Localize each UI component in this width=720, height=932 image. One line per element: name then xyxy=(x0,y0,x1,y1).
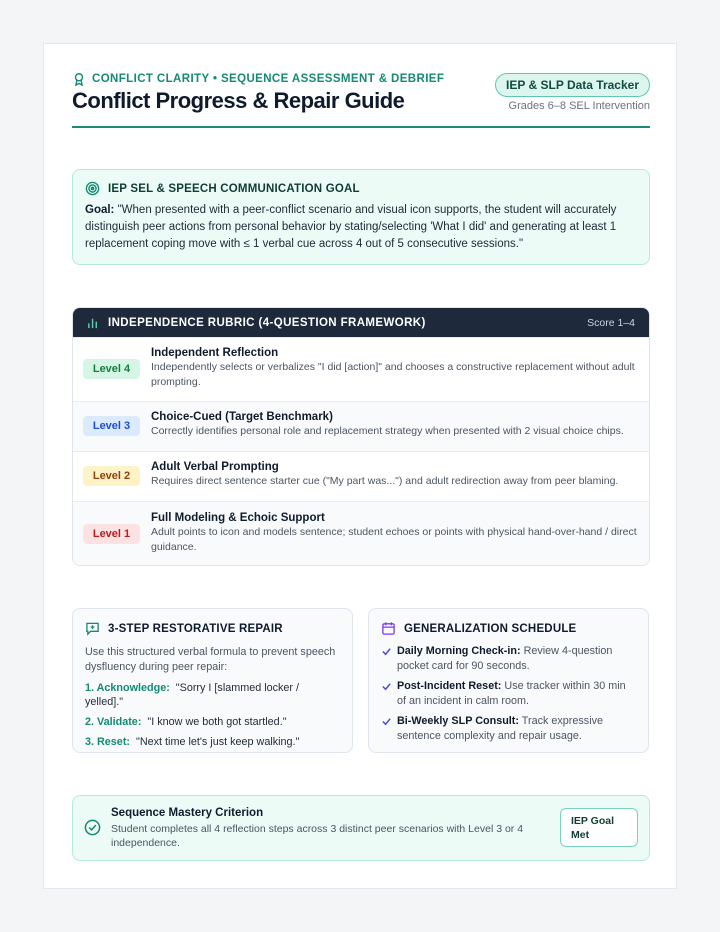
award-ribbon-icon xyxy=(72,72,86,86)
level-badge: Level 1 xyxy=(83,524,140,544)
goal-met-badge: IEP Goal Met xyxy=(560,808,638,847)
schedule-item-text: Review 4-question pocket card for 90 seconds. xyxy=(397,645,613,672)
level-badge: Level 2 xyxy=(83,466,140,486)
eyebrow xyxy=(72,72,444,86)
target-icon xyxy=(85,181,100,196)
document-page xyxy=(43,43,677,889)
page-header xyxy=(72,70,650,128)
goal-text xyxy=(85,202,637,253)
level-badge: Level 3 xyxy=(83,416,140,436)
repair-intro: Use this structured verbal formula to prevent speech dysfluency during peer repair: xyxy=(85,646,336,673)
step-text: "I know we both got startled." xyxy=(147,716,287,728)
step-text: "Next time let's just keep walking." xyxy=(136,736,300,748)
rubric-score-range: Score 1–4 xyxy=(587,316,635,329)
step-text: "Sorry I [slammed locker / yelled]." xyxy=(85,682,300,708)
rubric-row xyxy=(73,501,649,566)
eyebrow-text: CONFLICT CLARITY • SEQUENCE ASSESSMENT & DEBRIEF xyxy=(92,73,445,85)
rubric-title-text: INDEPENDENCE RUBRIC (4-QUESTION FRAMEWORK) xyxy=(108,316,426,329)
schedule-item xyxy=(381,644,636,674)
level-description: Requires direct sentence starter cue ("My part was...") and adult redirection away from peer blaming. xyxy=(151,475,619,487)
repair-step xyxy=(85,715,340,729)
rubric-header xyxy=(73,308,649,337)
generalization-schedule-card xyxy=(368,608,649,753)
level-description: Correctly identifies personal role and replacement strategy when presented with 2 visual choice chips. xyxy=(151,425,624,437)
schedule-heading-text: GENERALIZATION SCHEDULE xyxy=(404,622,577,635)
check-icon xyxy=(381,681,392,692)
mastery-text: Student completes all 4 reflection steps across 3 distinct peer scenarios with Level 3 or 4 independence. xyxy=(111,823,524,849)
mastery-title: Sequence Mastery Criterion xyxy=(111,807,264,819)
independence-rubric xyxy=(72,307,650,566)
rubric-row xyxy=(73,451,649,501)
goal-box xyxy=(72,169,650,265)
level-description: Independently selects or verbalizes "I did [action]" and chooses a constructive replacement without adult prompting. xyxy=(151,361,635,388)
rubric-row xyxy=(73,337,649,401)
schedule-item-label: Post-Incident Reset: xyxy=(397,680,502,692)
step-label: 2. Validate: xyxy=(85,716,142,728)
schedule-item xyxy=(381,714,636,744)
bar-chart-icon xyxy=(87,316,100,329)
check-icon xyxy=(381,716,392,727)
rubric-row xyxy=(73,401,649,451)
repair-heading xyxy=(85,621,340,636)
level-description: Adult points to icon and models sentence; student echoes or points with physical hand-over-hand / direct guidance. xyxy=(151,526,637,553)
repair-step xyxy=(85,681,340,709)
repair-step xyxy=(85,735,340,749)
goal-heading xyxy=(85,181,637,196)
schedule-heading xyxy=(381,621,636,636)
tracker-pill: IEP & SLP Data Tracker xyxy=(495,73,650,97)
schedule-item-text: Track expressive sentence complexity and repair usage. xyxy=(397,715,604,742)
level-name: Choice-Cued (Target Benchmark) xyxy=(151,411,333,423)
check-circle-icon xyxy=(84,819,101,836)
goal-label: Goal: xyxy=(85,204,115,216)
schedule-item-label: Bi-Weekly SLP Consult: xyxy=(397,715,519,727)
restorative-repair-card xyxy=(72,608,353,753)
level-name: Independent Reflection xyxy=(151,347,279,359)
mastery-criterion-box xyxy=(72,795,650,861)
schedule-item-label: Daily Morning Check-in: xyxy=(397,645,521,657)
goal-body: "When presented with a peer-conflict scenario and visual icon supports, the student will accurately distinguish peer actions from personal behavior by stating/selecting 'What I did' and generating at least 1 replacement coping move with ≤ 1 verbal cue across 4 out of 5 consecutive sessions." xyxy=(85,204,617,250)
goal-heading-text: IEP SEL & SPEECH COMMUNICATION GOAL xyxy=(108,182,360,195)
page-title: Conflict Progress & Repair Guide xyxy=(72,88,405,113)
message-plus-icon xyxy=(85,621,100,636)
step-label: 1. Acknowledge: xyxy=(85,682,170,694)
level-name: Adult Verbal Prompting xyxy=(151,461,279,473)
rubric-title xyxy=(87,316,426,329)
level-badge: Level 4 xyxy=(83,359,140,379)
level-name: Full Modeling & Echoic Support xyxy=(151,512,325,524)
calendar-icon xyxy=(381,621,396,636)
schedule-item-text: Use tracker within 30 min of an incident in calm room. xyxy=(397,680,626,707)
schedule-item xyxy=(381,679,636,709)
repair-heading-text: 3-STEP RESTORATIVE REPAIR xyxy=(108,622,283,635)
step-label: 3. Reset: xyxy=(85,736,131,748)
check-icon xyxy=(381,646,392,657)
grades-label: Grades 6–8 SEL Intervention xyxy=(508,100,650,112)
